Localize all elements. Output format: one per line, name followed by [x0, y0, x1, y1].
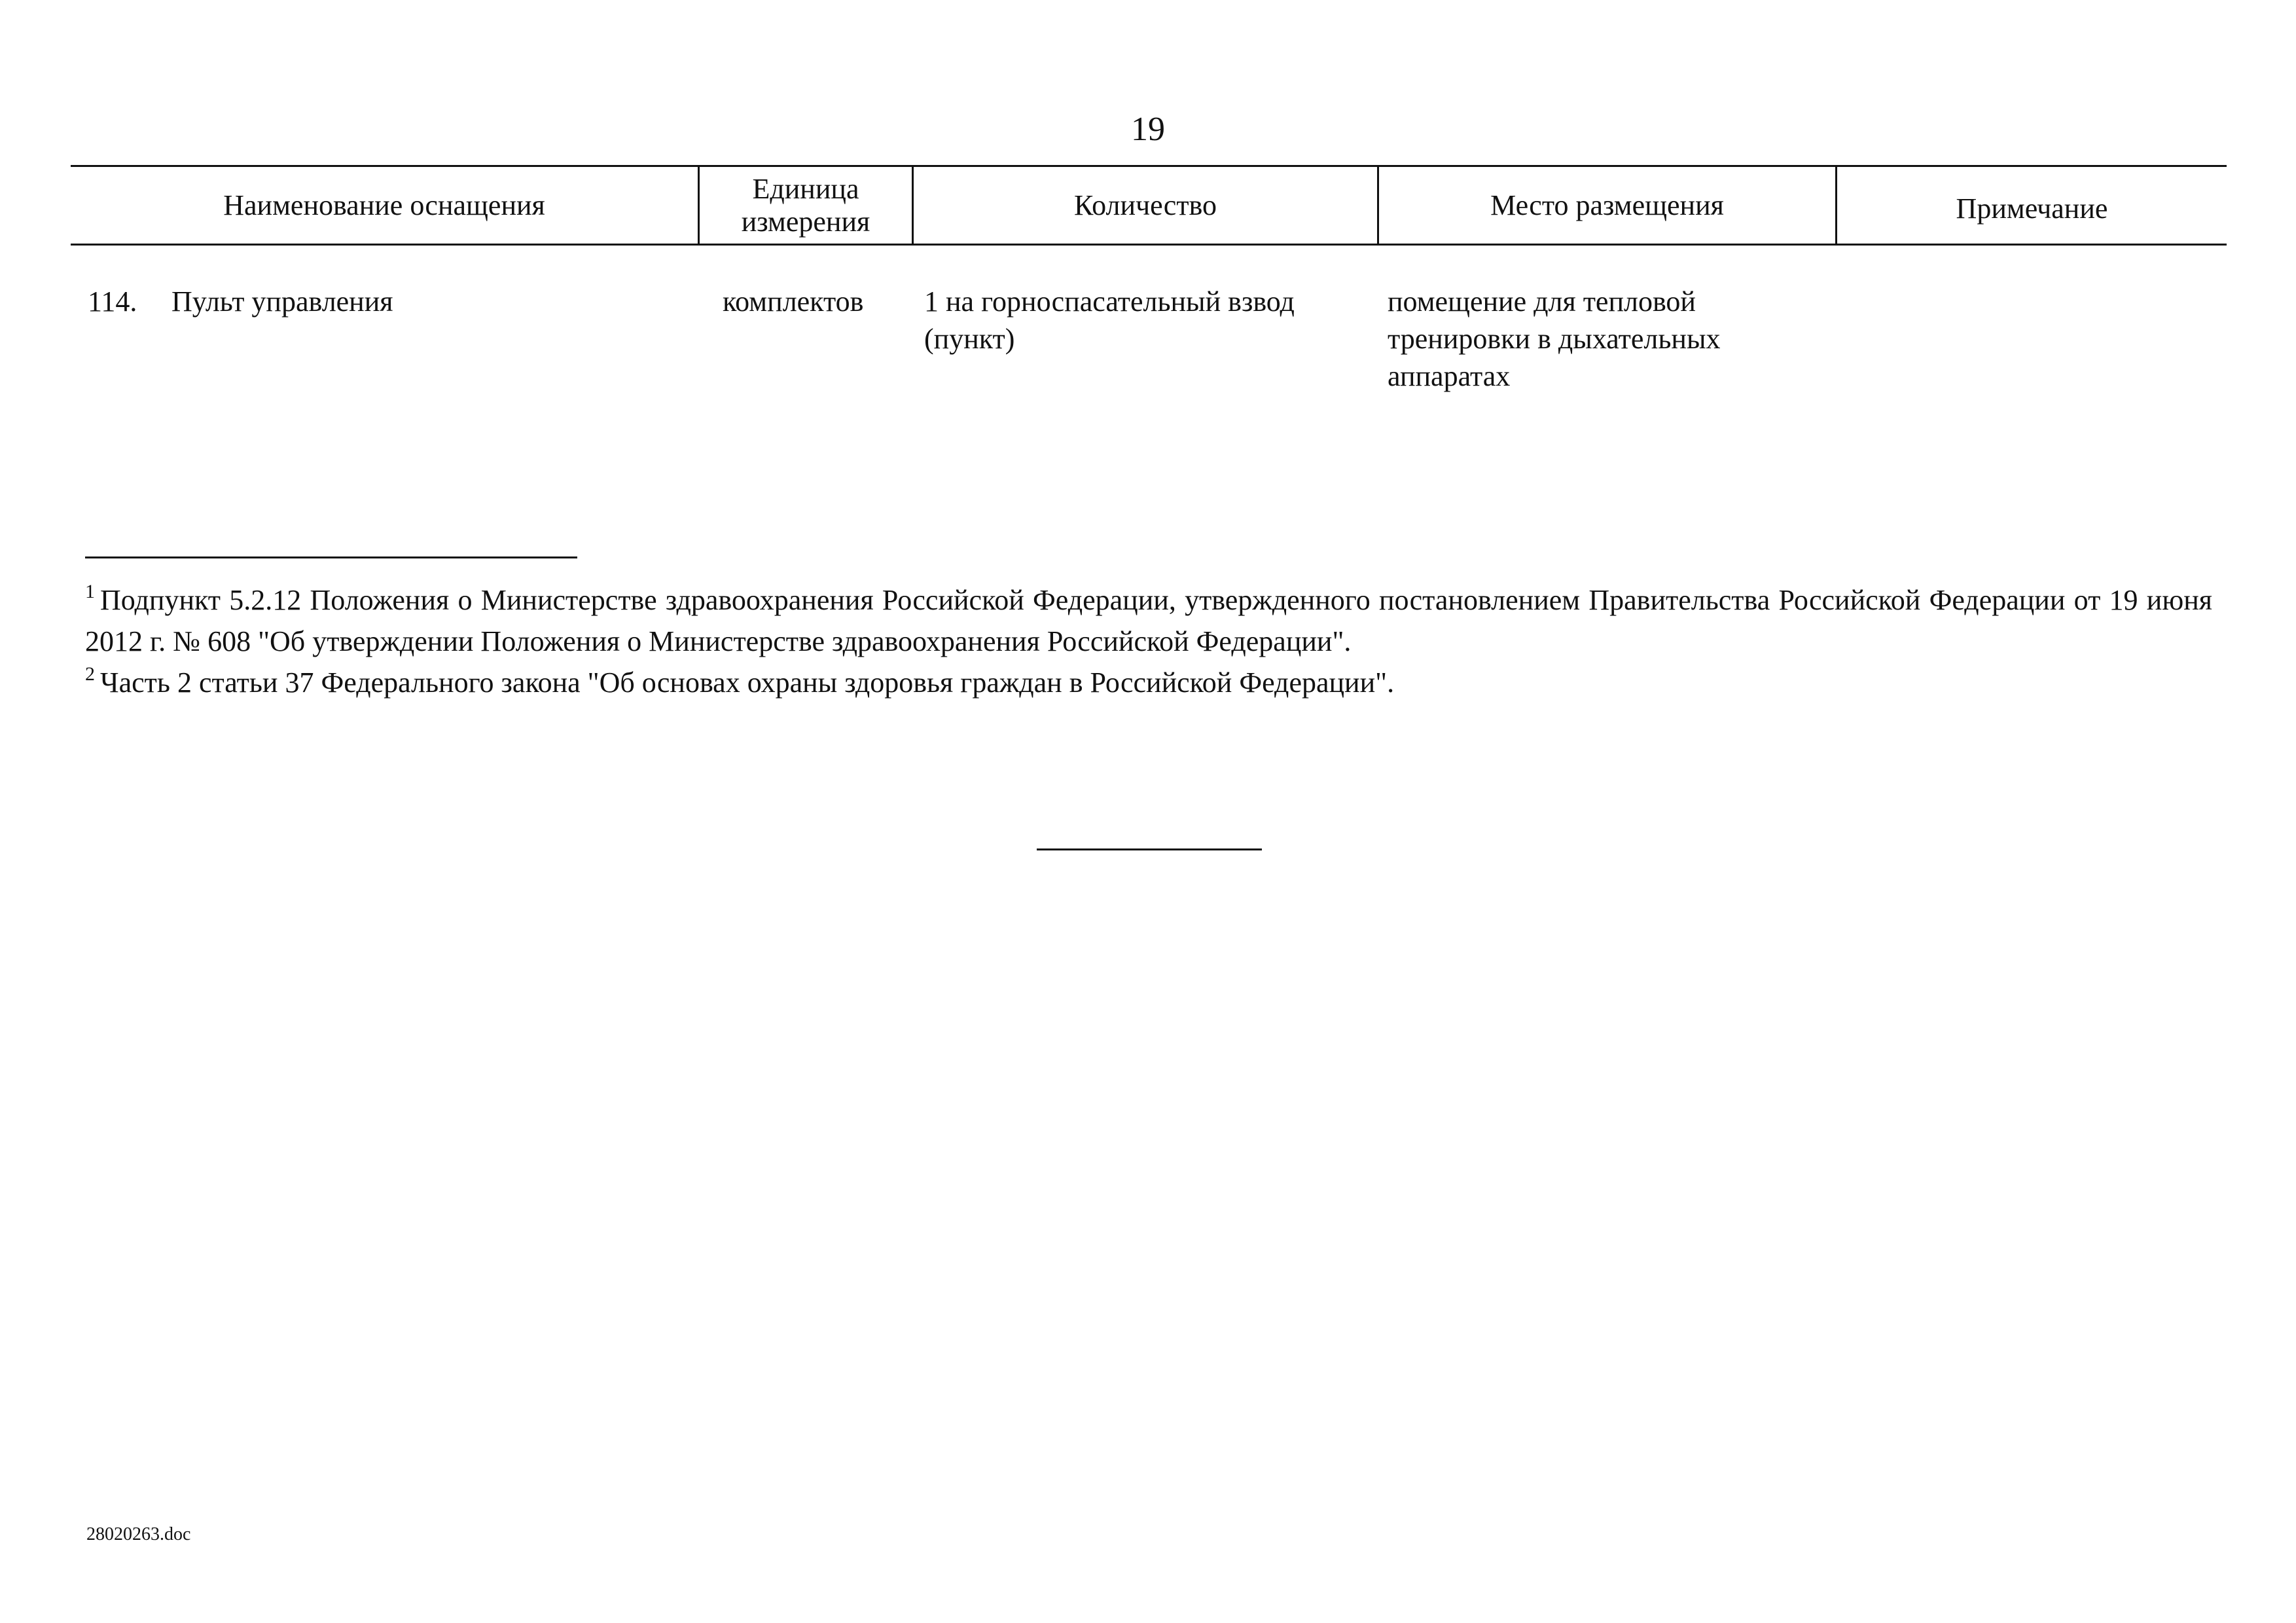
footnote-2-text: Часть 2 статьи 37 Федерального закона "Об основах охраны здоровья граждан в Российской Федерации".: [100, 666, 1395, 699]
header-unit: Единица измерения: [741, 172, 870, 238]
footnote-1: [85, 581, 2212, 661]
footnote-1-mark: 1: [85, 581, 95, 602]
row-name: Пульт управления: [171, 285, 393, 318]
footnote-separator: [85, 556, 577, 558]
header-place: Место размещения: [1490, 189, 1724, 221]
header-quantity: Количество: [1073, 189, 1217, 221]
page-number: 19: [1131, 111, 1165, 148]
row-number: 114.: [88, 285, 137, 318]
footnote-1-text: Подпункт 5.2.12 Положения о Министерстве здравоохранения Российской Федерации, утвержденного постановлением Правительства Российской Федерации от 19 июня 2012 г. № 608 "Об утверждении Положения о Министерстве здравоохранения Российской Федерации".: [85, 584, 2212, 657]
row-quantity: 1 на горноспасательный взвод (пункт): [924, 285, 1295, 355]
header-note: Примечание: [1956, 192, 2108, 225]
end-of-document-line: [1037, 848, 1262, 850]
row-place: помещение для тепловой тренировки в дыхательных аппаратах: [1388, 285, 1721, 392]
row-unit: комплектов: [723, 285, 864, 318]
footnote-2: [85, 664, 2212, 705]
header-name: Наименование оснащения: [223, 189, 545, 221]
footnote-2-mark: 2: [85, 663, 95, 685]
doc-code: 28020263.doc: [86, 1524, 191, 1544]
